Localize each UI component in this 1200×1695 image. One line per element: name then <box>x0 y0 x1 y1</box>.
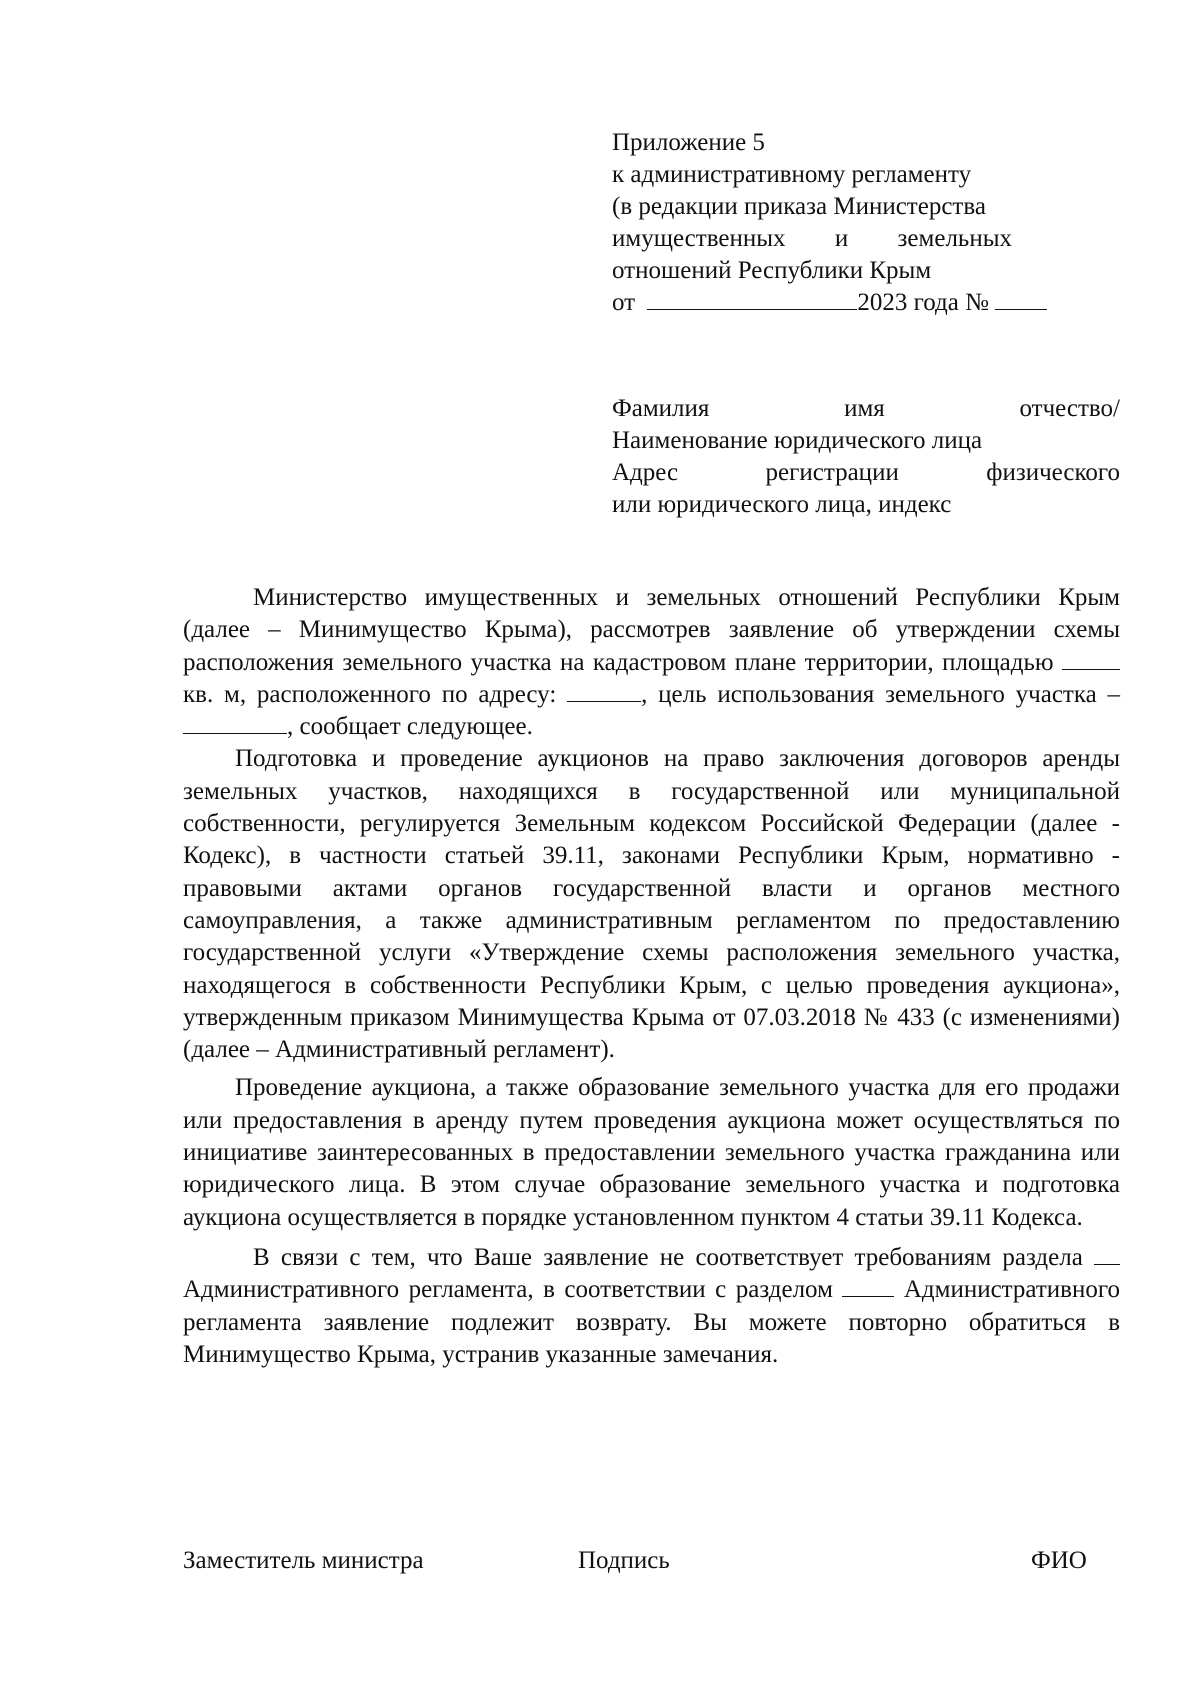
appendix-ministry-line: имущественных и земельных <box>612 225 1012 252</box>
addressee-legal-name: Наименование юридического лица <box>612 427 983 454</box>
purpose-blank <box>183 711 287 734</box>
area-blank <box>1062 647 1120 670</box>
addressee-address-2: или юридического лица, индекс <box>612 491 952 518</box>
paragraph-return <box>183 1242 1120 1371</box>
paragraph-auction: Проведение аукциона, а также образование земельного участка для его продажи или предоставления в аренду путем проведения аукциона может осуществляться по инициативе заинтересованных в предоставлении земельного участка гражданина или юридического лица. В этом случае образование земельного участка и подготовка аукциона осуществляется в порядке установленном пунктом 4 статьи 39.11 Кодекса. <box>183 1074 1120 1231</box>
addressee-name: Фамилия имя отчество/ <box>612 395 1120 422</box>
appendix-date-line <box>612 287 1032 319</box>
return-text-c: Административного регламента заявление подлежит возврату. Вы можете повторно обратиться в Минимущество Крыма, устранив указанные замечания. <box>183 1276 1120 1368</box>
appendix-number: Приложение 5 <box>612 129 765 156</box>
intro-text-a: Министерство имущественных и земельных отношений Республики Крым (далее – Минимущество Крыма), рассмотрев заявление об утверждении схемы расположения земельного участка на кадастровом плане территории, площадью <box>183 584 1120 676</box>
signatory-role: Заместитель министра <box>183 1547 424 1574</box>
signature-field: Подпись <box>578 1547 670 1574</box>
date-prefix: от <box>612 289 636 316</box>
address-blank <box>567 679 641 702</box>
return-text-b: Административного регламента, в соответствии с разделом <box>183 1276 833 1304</box>
addressee-address: Адрес регистрации физического <box>612 459 1120 486</box>
section-blank-2 <box>842 1274 894 1297</box>
intro-text-b: кв. м, расположенного по адресу: <box>183 680 557 708</box>
appendix-reference: к административному регламенту <box>612 161 972 188</box>
addressee-block <box>612 393 1120 521</box>
paragraph-legal-basis: Подготовка и проведение аукционов на право заключения договоров аренды земельных участков, находящихся в государственной или муниципальной собственности, регулируется Земельным кодексом Российской Федерации (далее - Кодекс), в частности статьей 39.11, законами Республики Крым, нормативно - правовыми актами органов государственной власти и органов местного самоуправления, а также административным регламентом по предоставлению государственной услуги «Утверждение схемы расположения земельного участка, находящегося в собственности Республики Крым, с целью проведения аукциона», утвержденным приказом Минимущества Крыма от 07.03.2018 № 433 (с изменениями) (далее – Административный регламент). <box>183 745 1120 1064</box>
date-blank <box>647 287 857 310</box>
return-text-a: В связи с тем, что Ваше заявление не соответствует требованиям раздела <box>253 1243 1083 1271</box>
paragraph-intro <box>183 582 1120 743</box>
section-blank-1 <box>1094 1242 1120 1265</box>
letter-body <box>183 582 1120 1371</box>
intro-text-d: , сообщает следующее. <box>287 713 533 741</box>
signatory-name: ФИО <box>1031 1547 1087 1574</box>
appendix-edition: (в редакции приказа Министерства <box>612 193 986 220</box>
date-year-number: 2023 года № <box>857 289 989 316</box>
appendix-header <box>612 127 1032 319</box>
order-number-blank <box>995 287 1047 310</box>
intro-text-c: , цель использования земельного участка – <box>641 680 1121 708</box>
appendix-ministry-line-2: отношений Республики Крым <box>612 257 932 284</box>
